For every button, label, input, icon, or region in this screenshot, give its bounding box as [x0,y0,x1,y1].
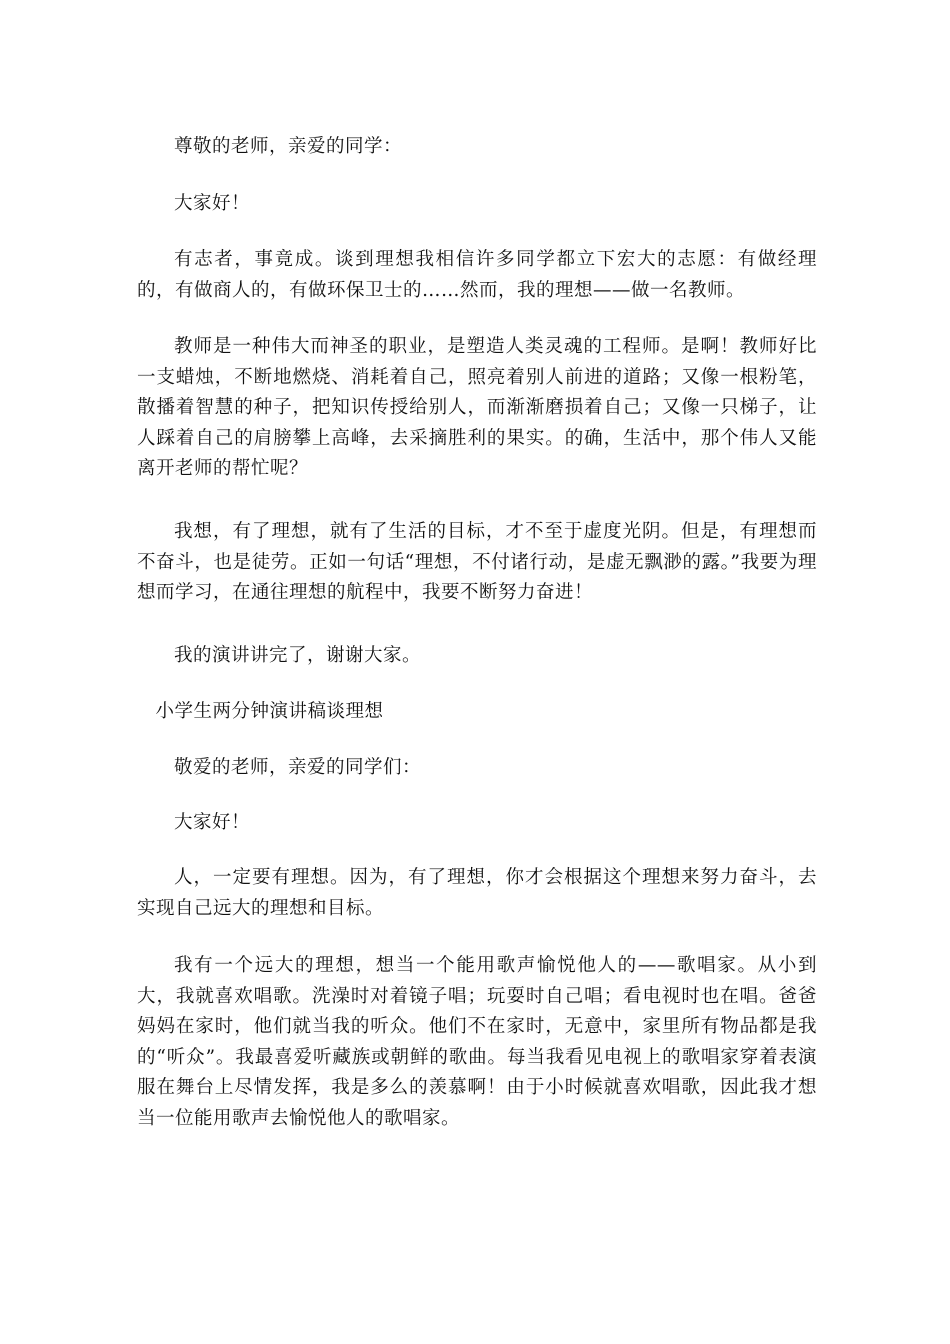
paragraph-4: 人，一定要有理想。因为，有了理想，你才会根据这个理想来努力奋斗，去实现自己远大的理想和目标。 [137,867,817,919]
greeting-2: 敬爱的老师，亲爱的同学们： [174,757,422,778]
hello-1: 大家好！ [174,193,251,214]
greeting-1: 尊敬的老师，亲爱的同学： [174,136,403,157]
section-title: 小学生两分钟演讲稿谈理想 [155,701,384,722]
closing-1: 我的演讲讲完了，谢谢大家。 [174,645,422,666]
paragraph-3: 我想，有了理想，就有了生活的目标，才不至于虚度光阴。但是，有理想而不奋斗，也是徒劳。正如一句话“理想，不付诸行动，是虚无飘渺的露。”我要为理想而学习，在通往理想的航程中，我要不断努力奋进！ [137,521,817,603]
paragraph-2: 教师是一种伟大而神圣的职业，是塑造人类灵魂的工程师。是啊！教师好比一支蜡烛，不断地燃烧、消耗着自己，照亮着别人前进的道路；又像一根粉笔，散播着智慧的种子，把知识传授给别人，而渐渐磨损着自己；又像一只梯子，让人踩着自己的肩膀攀上高峰，去采摘胜利的果实。的确，生活中，那个伟人又能离开老师的帮忙呢？ [137,336,817,479]
hello-2: 大家好！ [174,812,251,833]
paragraph-1: 有志者，事竟成。谈到理想我相信许多同学都立下宏大的志愿：有做经理的，有做商人的，有做环保卫士的……然而，我的理想——做一名教师。 [137,249,817,301]
paragraph-5: 我有一个远大的理想，想当一个能用歌声愉悦他人的——歌唱家。从小到大，我就喜欢唱歌。洗澡时对着镜子唱；玩耍时自己唱；看电视时也在唱。爸爸妈妈在家时，他们就当我的听众。他们不在家时，无意中，家里所有物品都是我的“听众”。我最喜爱听藏族或朝鲜的歌曲。每当我看见电视上的歌唱家穿着表演服在舞台上尽情发挥，我是多么的羡慕啊！由于小时候就喜欢唱歌，因此我才想当一位能用歌声去愉悦他人的歌唱家。 [137,955,817,1129]
